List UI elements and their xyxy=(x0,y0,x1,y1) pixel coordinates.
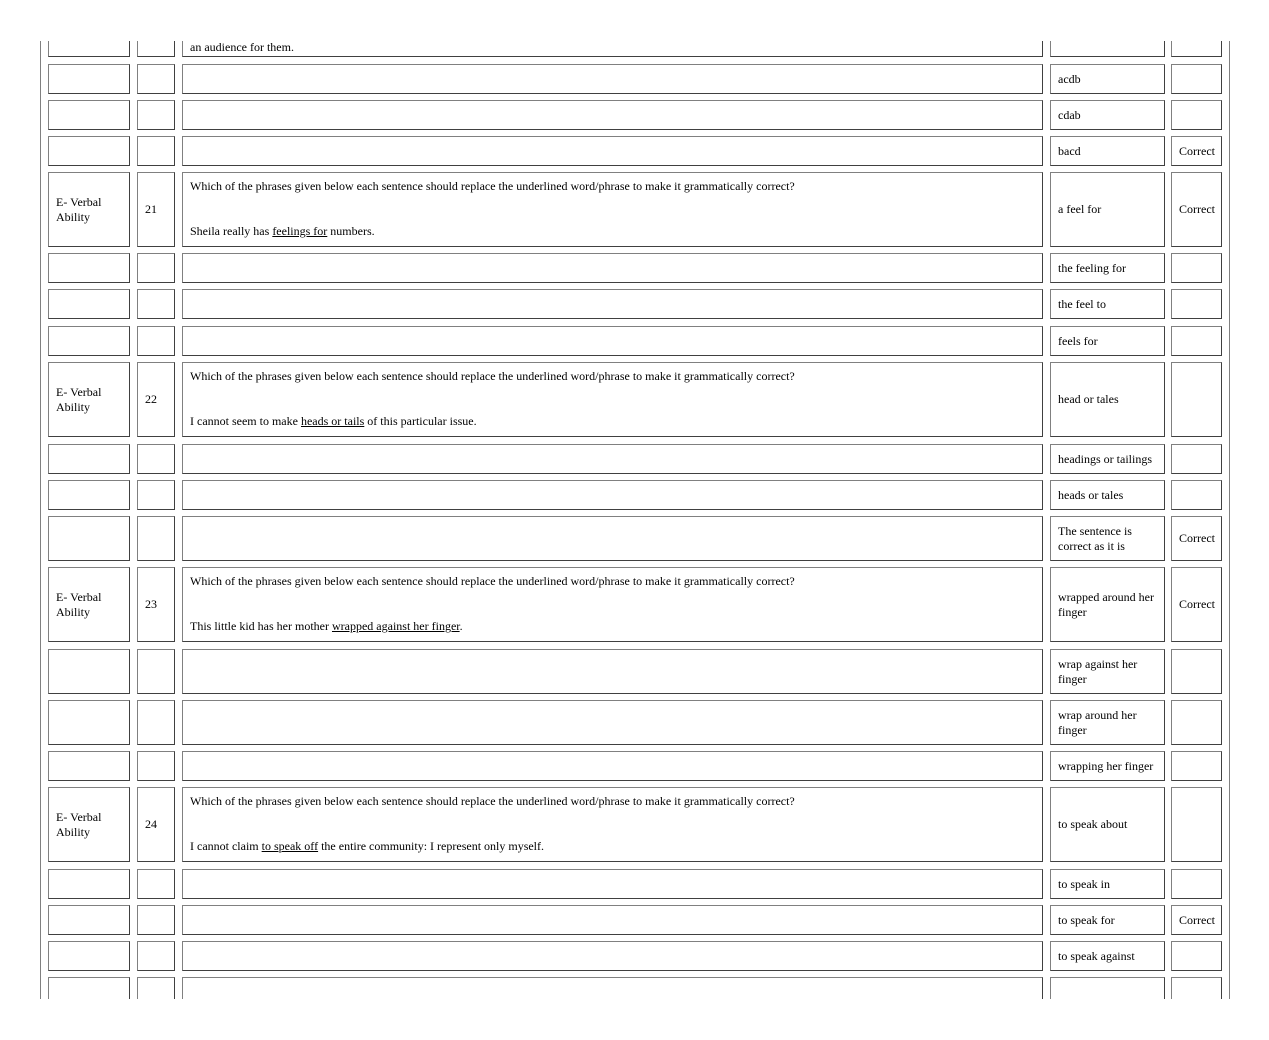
section-label: E- Verbal Ability xyxy=(56,194,102,224)
question-number: 22 xyxy=(145,392,157,406)
result-cell xyxy=(1171,567,1222,642)
table-row xyxy=(41,700,1229,745)
section-cell xyxy=(48,649,130,694)
result-text: Correct xyxy=(1179,912,1215,927)
question-row xyxy=(41,362,1229,437)
table-row xyxy=(41,941,1229,971)
option-text: headings or tailings xyxy=(1058,451,1152,466)
question-cell xyxy=(182,136,1043,166)
question-cell xyxy=(182,64,1043,94)
section-cell xyxy=(48,100,130,130)
question-prompt: Which of the phrases given below each sentence should replace the underlined word/phrase to make it grammatically correct? xyxy=(190,369,795,383)
question-row xyxy=(41,567,1229,642)
sentence-text: I cannot claim xyxy=(190,839,262,853)
number-cell xyxy=(137,567,175,642)
table-row xyxy=(41,977,1229,999)
section-cell xyxy=(48,700,130,745)
section-cell xyxy=(48,136,130,166)
table-row xyxy=(41,480,1229,510)
number-cell xyxy=(137,100,175,130)
number-cell xyxy=(137,941,175,971)
option-cell xyxy=(1050,751,1165,781)
number-cell xyxy=(137,869,175,899)
option-cell xyxy=(1050,253,1165,283)
option-cell xyxy=(1050,362,1165,437)
section-cell xyxy=(48,905,130,935)
option-cell xyxy=(1050,787,1165,862)
result-cell xyxy=(1171,326,1222,356)
option-cell xyxy=(1050,869,1165,899)
number-cell xyxy=(137,751,175,781)
question-cell xyxy=(182,253,1043,283)
question-cell xyxy=(182,172,1043,247)
question-cell xyxy=(182,977,1043,999)
option-cell xyxy=(1050,480,1165,510)
number-cell xyxy=(137,700,175,745)
question-cell xyxy=(182,444,1043,474)
result-cell xyxy=(1171,977,1222,999)
question-cell xyxy=(182,516,1043,561)
result-text: Correct xyxy=(1179,202,1215,216)
option-cell xyxy=(1050,64,1165,94)
section-cell xyxy=(48,787,130,862)
underlined-phrase: feelings for xyxy=(272,224,328,238)
number-cell xyxy=(137,905,175,935)
question-cell xyxy=(182,326,1043,356)
option-cell xyxy=(1050,700,1165,745)
option-text: to speak for xyxy=(1058,912,1115,927)
number-cell xyxy=(137,977,175,999)
question-table xyxy=(40,41,1230,999)
question-sentence xyxy=(190,839,1035,854)
option-text: to speak against xyxy=(1058,948,1135,963)
option-text: wrapping her finger xyxy=(1058,758,1154,773)
option-cell xyxy=(1050,905,1165,935)
section-label: E- Verbal Ability xyxy=(56,809,102,839)
option-text: The sentence is correct as it is xyxy=(1058,523,1132,553)
question-row xyxy=(41,787,1229,862)
option-text: bacd xyxy=(1058,143,1081,158)
number-cell xyxy=(137,444,175,474)
table-row xyxy=(41,905,1229,935)
section-label: E- Verbal Ability xyxy=(56,384,102,414)
section-cell xyxy=(48,326,130,356)
section-cell xyxy=(48,253,130,283)
question-prompt: Which of the phrases given below each sentence should replace the underlined word/phrase to make it grammatically correct? xyxy=(190,794,795,808)
question-number: 23 xyxy=(145,597,157,611)
sentence-text: This little kid has her mother xyxy=(190,619,332,633)
question-cell xyxy=(182,751,1043,781)
result-cell xyxy=(1171,136,1222,166)
option-cell xyxy=(1050,136,1165,166)
number-cell xyxy=(137,289,175,319)
result-cell xyxy=(1171,869,1222,899)
sentence-text: numbers. xyxy=(327,224,375,238)
section-cell xyxy=(48,480,130,510)
result-cell xyxy=(1171,362,1222,437)
section-cell xyxy=(48,516,130,561)
section-cell xyxy=(48,941,130,971)
sentence-text: of this particular issue. xyxy=(364,414,477,428)
sentence-text: the entire community: I represent only myself. xyxy=(318,839,545,853)
option-cell xyxy=(1050,649,1165,694)
number-cell xyxy=(137,136,175,166)
result-cell xyxy=(1171,516,1222,561)
table-row xyxy=(41,100,1229,130)
section-label: E- Verbal Ability xyxy=(56,589,102,619)
number-cell xyxy=(137,41,175,57)
number-cell xyxy=(137,787,175,862)
option-text: the feel to xyxy=(1058,296,1106,311)
sentence-text: I cannot seem to make xyxy=(190,414,301,428)
result-cell xyxy=(1171,751,1222,781)
table-row xyxy=(41,41,1229,57)
sentence-text: . xyxy=(459,619,463,633)
option-cell xyxy=(1050,289,1165,319)
option-text: the feeling for xyxy=(1058,260,1126,275)
section-cell xyxy=(48,751,130,781)
option-cell xyxy=(1050,516,1165,561)
question-sentence xyxy=(190,414,1035,429)
result-cell xyxy=(1171,905,1222,935)
section-cell xyxy=(48,41,130,57)
section-cell xyxy=(48,172,130,247)
table-row xyxy=(41,444,1229,474)
result-cell xyxy=(1171,100,1222,130)
question-cell xyxy=(182,289,1043,319)
question-cell xyxy=(182,100,1043,130)
number-cell xyxy=(137,649,175,694)
question-cell xyxy=(182,41,1043,57)
section-cell xyxy=(48,362,130,437)
result-text: Correct xyxy=(1179,597,1215,611)
result-text: Correct xyxy=(1179,531,1215,545)
underlined-phrase: to speak off xyxy=(261,839,319,853)
table-row xyxy=(41,136,1229,166)
result-text: Correct xyxy=(1179,143,1215,158)
option-cell xyxy=(1050,172,1165,247)
option-text: wrap around her finger xyxy=(1058,707,1137,737)
option-text: heads or tales xyxy=(1058,487,1124,502)
option-text: wrap against her finger xyxy=(1058,656,1138,686)
option-text: cdab xyxy=(1058,107,1081,122)
table-row xyxy=(41,649,1229,694)
number-cell xyxy=(137,480,175,510)
option-text: acdb xyxy=(1058,71,1081,86)
table-row xyxy=(41,516,1229,561)
number-cell xyxy=(137,326,175,356)
sentence-text: Sheila really has xyxy=(190,224,273,238)
option-text: wrapped around her finger xyxy=(1058,589,1154,619)
question-cell xyxy=(182,567,1043,642)
option-cell xyxy=(1050,41,1165,57)
number-cell xyxy=(137,362,175,437)
option-cell xyxy=(1050,567,1165,642)
result-cell xyxy=(1171,253,1222,283)
option-text: head or tales xyxy=(1058,392,1119,406)
result-cell xyxy=(1171,64,1222,94)
option-cell xyxy=(1050,977,1165,999)
table-row xyxy=(41,869,1229,899)
result-cell xyxy=(1171,649,1222,694)
question-number: 21 xyxy=(145,202,157,216)
question-row xyxy=(41,172,1229,247)
question-cell xyxy=(182,905,1043,935)
table-row xyxy=(41,751,1229,781)
option-text: a feel for xyxy=(1058,202,1102,216)
result-cell xyxy=(1171,289,1222,319)
question-cell xyxy=(182,649,1043,694)
result-cell xyxy=(1171,787,1222,862)
result-cell xyxy=(1171,700,1222,745)
section-cell xyxy=(48,444,130,474)
result-cell xyxy=(1171,172,1222,247)
table-row xyxy=(41,289,1229,319)
question-continuation-text: an audience for them. xyxy=(190,41,294,54)
result-cell xyxy=(1171,444,1222,474)
section-cell xyxy=(48,869,130,899)
underlined-phrase: heads or tails xyxy=(300,414,365,428)
option-cell xyxy=(1050,941,1165,971)
section-cell xyxy=(48,567,130,642)
question-cell xyxy=(182,941,1043,971)
option-text: feels for xyxy=(1058,333,1098,348)
question-cell xyxy=(182,480,1043,510)
question-prompt: Which of the phrases given below each sentence should replace the underlined word/phrase to make it grammatically correct? xyxy=(190,574,795,588)
number-cell xyxy=(137,516,175,561)
question-sentence xyxy=(190,619,1035,634)
table-row xyxy=(41,253,1229,283)
result-cell xyxy=(1171,480,1222,510)
option-cell xyxy=(1050,444,1165,474)
option-text: to speak in xyxy=(1058,876,1110,891)
option-cell xyxy=(1050,100,1165,130)
question-number: 24 xyxy=(145,817,157,831)
table-row xyxy=(41,64,1229,94)
result-cell xyxy=(1171,41,1222,57)
result-cell xyxy=(1171,941,1222,971)
section-cell xyxy=(48,289,130,319)
option-cell xyxy=(1050,326,1165,356)
table-row xyxy=(41,326,1229,356)
question-cell xyxy=(182,362,1043,437)
number-cell xyxy=(137,172,175,247)
question-prompt: Which of the phrases given below each sentence should replace the underlined word/phrase to make it grammatically correct? xyxy=(190,179,795,193)
number-cell xyxy=(137,64,175,94)
underlined-phrase: wrapped against her finger xyxy=(331,619,460,633)
question-cell xyxy=(182,869,1043,899)
number-cell xyxy=(137,253,175,283)
option-text: to speak about xyxy=(1058,817,1128,831)
section-cell xyxy=(48,64,130,94)
question-sentence xyxy=(190,224,1035,239)
question-cell xyxy=(182,787,1043,862)
question-cell xyxy=(182,700,1043,745)
section-cell xyxy=(48,977,130,999)
